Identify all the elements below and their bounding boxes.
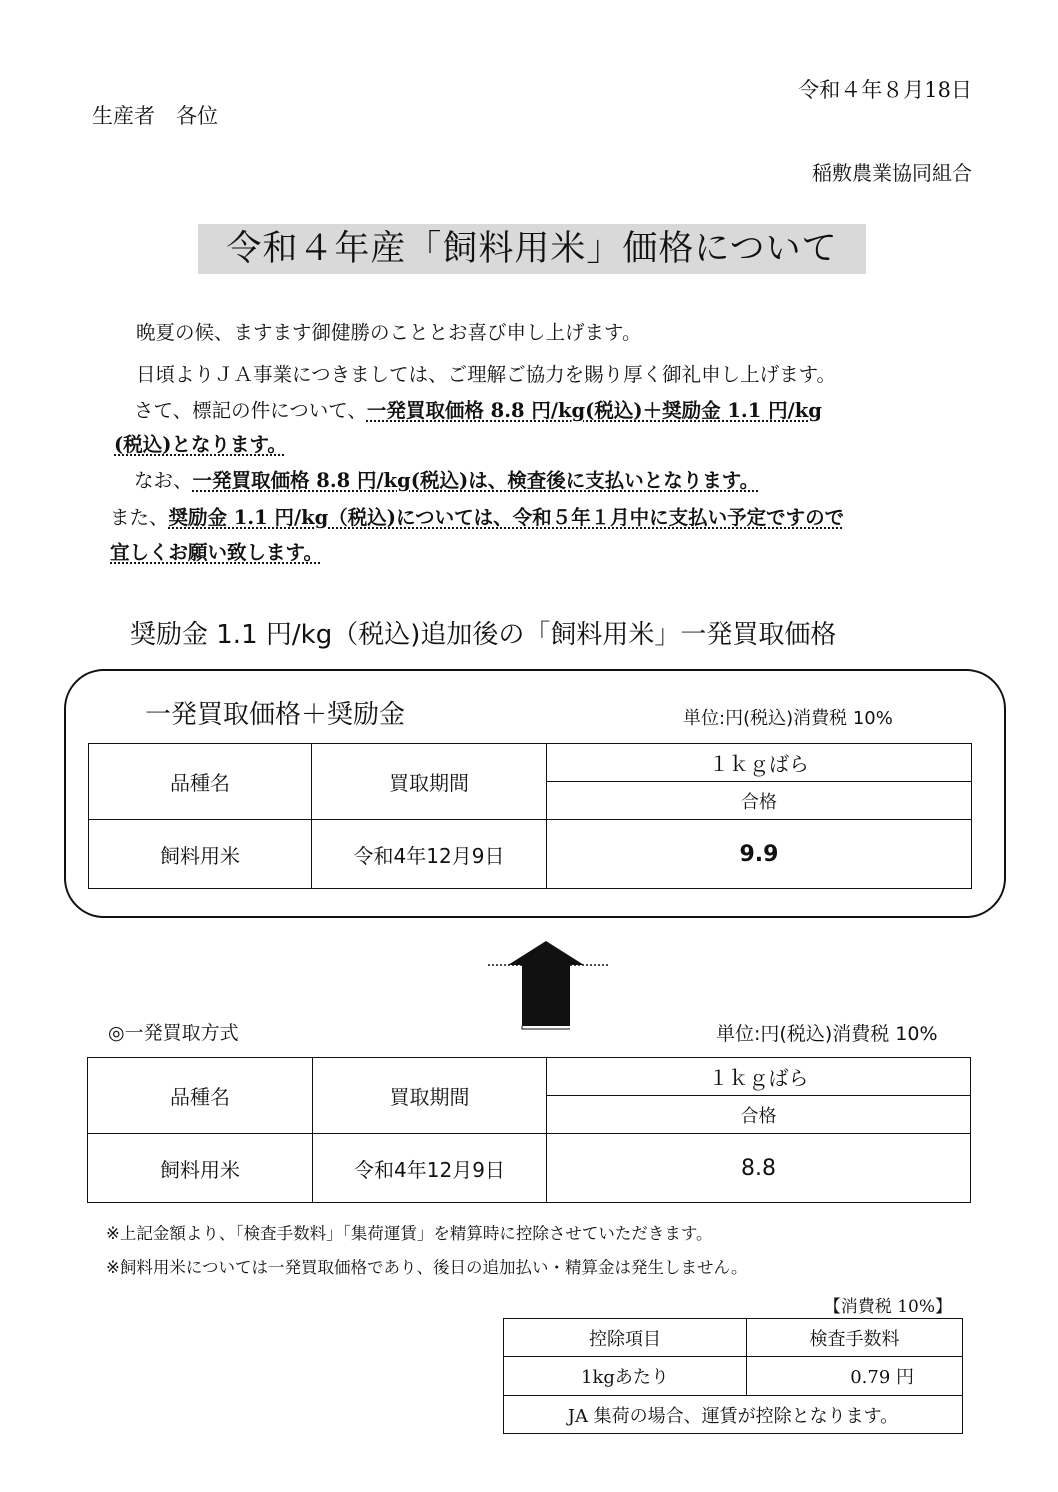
unit-label: 単位:円(税込)消費税 10% bbox=[683, 708, 893, 729]
document-date: 令和４年８月18日 bbox=[798, 78, 972, 102]
deduction-header-fee: 検査手数料 bbox=[747, 1319, 963, 1357]
header-period: 買取期間 bbox=[313, 1058, 547, 1134]
body-emphasis: 一発買取価格 8.8 円/kg(税込)は、検査後に支払いとなります。 bbox=[192, 469, 760, 492]
body-text: また、 bbox=[110, 506, 169, 529]
body-emphasis: 一発買取価格 8.8 円/kg(税込)＋奨励金 1.1 円/kg bbox=[366, 399, 822, 422]
cell-variety: 飼料用米 bbox=[88, 1134, 313, 1203]
body-line bbox=[110, 538, 323, 568]
deduction-row-unit: 1kgあたり bbox=[504, 1357, 747, 1396]
page-title: 令和４年産「飼料用米」価格について bbox=[198, 224, 866, 274]
body-line bbox=[134, 396, 822, 426]
cell-period: 令和4年12月9日 bbox=[312, 820, 547, 889]
section-subtitle: 奨励金 1.1 円/kg（税込)追加後の「飼料用米」一発買取価格 bbox=[130, 620, 837, 650]
deduction-header-item: 控除項目 bbox=[504, 1319, 747, 1357]
body-emphasis: 宜しくお願い致します。 bbox=[110, 541, 323, 564]
header-variety: 品種名 bbox=[89, 744, 312, 820]
method-label: ◎一発買取方式 bbox=[108, 1022, 239, 1044]
box-heading: 一発買取価格＋奨励金 bbox=[145, 700, 406, 730]
header-type: １ｋｇばら bbox=[547, 744, 972, 782]
up-arrow-icon bbox=[484, 939, 614, 1031]
deduction-row-fee: 0.79 円 bbox=[747, 1357, 963, 1396]
cell-variety: 飼料用米 bbox=[89, 820, 312, 889]
note: ※飼料用米については一発買取価格であり、後日の追加払い・精算金は発生しません。 bbox=[106, 1258, 748, 1277]
body-emphasis: 奨励金 1.1 円/kg（税込)については、令和５年１月中に支払い予定ですので bbox=[168, 506, 845, 529]
unit-label: 単位:円(税込)消費税 10% bbox=[716, 1023, 938, 1045]
body-line bbox=[134, 466, 759, 496]
body-line: 晩夏の候、ますます御健勝のこととお喜び申し上げます。 bbox=[136, 321, 642, 344]
header-type: １ｋｇばら bbox=[547, 1058, 971, 1096]
body-line bbox=[114, 430, 287, 460]
sender: 稲敷農業協同組合 bbox=[812, 161, 972, 185]
header-period: 買取期間 bbox=[312, 744, 547, 820]
deduction-table bbox=[503, 1318, 963, 1434]
price-table-with-bonus bbox=[88, 743, 972, 889]
header-variety: 品種名 bbox=[88, 1058, 313, 1134]
body-line: 日頃よりＪＡ事業につきましては、ご理解ご協力を賜り厚く御礼申し上げます。 bbox=[136, 363, 837, 386]
tax-label: 【消費税 10%】 bbox=[823, 1297, 952, 1317]
recipient: 生産者 各位 bbox=[92, 104, 218, 128]
note: ※上記金額より、「検査手数料」「集荷運賃」を精算時に控除させていただきます。 bbox=[106, 1224, 713, 1243]
header-grade: 合格 bbox=[547, 782, 972, 820]
deduction-footer: JA 集荷の場合、運賃が控除となります。 bbox=[504, 1396, 963, 1434]
body-line bbox=[110, 503, 844, 533]
price-table-base bbox=[87, 1057, 971, 1203]
cell-period: 令和4年12月9日 bbox=[313, 1134, 547, 1203]
body-text: さて、標記の件について、 bbox=[134, 399, 367, 422]
body-text: なお、 bbox=[134, 469, 193, 492]
header-grade: 合格 bbox=[547, 1096, 971, 1134]
cell-price: 8.8 bbox=[547, 1134, 971, 1203]
body-emphasis: (税込)となります。 bbox=[114, 433, 287, 456]
cell-price: 9.9 bbox=[547, 820, 972, 889]
